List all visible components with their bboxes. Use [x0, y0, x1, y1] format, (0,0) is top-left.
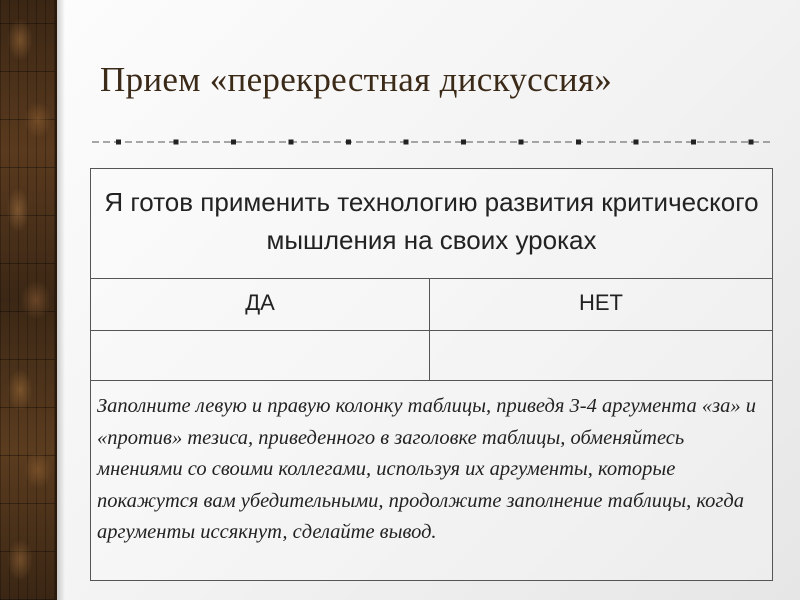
table-answer-row — [91, 331, 772, 381]
no-answer-cell — [430, 331, 772, 380]
divider-square — [691, 140, 696, 145]
table-columns-row — [91, 279, 772, 331]
instructions-text: Заполните левую и правую колонку таблицы, приведя 3-4 аргумента «за» и «против» тезиса, приведенного в заголовке таблицы, обменяйтесь мнениями со своими коллегами, используя их аргументы, которые покажутся вам убедительными, продолжите заполнение таблицы, когда аргументы иссякнут, сделайте вывод. — [97, 395, 756, 543]
yes-answer-cell — [91, 331, 430, 380]
divider-square — [749, 140, 754, 145]
divider-square — [519, 140, 524, 145]
decorative-dashed-divider — [92, 134, 772, 150]
divider-square — [231, 140, 236, 145]
divider-square — [289, 140, 294, 145]
divider-square — [634, 140, 639, 145]
no-label: НЕТ — [579, 290, 623, 315]
table-instructions-row — [91, 381, 772, 580]
no-column-header — [430, 279, 772, 330]
divider-square — [404, 140, 409, 145]
yes-label: ДА — [245, 290, 275, 315]
table-header-row — [91, 169, 772, 279]
decorative-wood-border — [0, 0, 57, 600]
divider-square — [174, 140, 179, 145]
yes-column-header — [91, 279, 430, 330]
thesis-text: Я готов применить технологию развития критического мышления на своих уроках — [104, 187, 759, 255]
divider-square — [576, 140, 581, 145]
dashed-divider-graphic — [92, 134, 772, 150]
divider-square — [346, 140, 351, 145]
divider-square — [461, 140, 466, 145]
slide-title: Прием «перекрестная дискуссия» — [100, 60, 613, 99]
border-shadow — [57, 0, 65, 600]
divider-square — [116, 140, 121, 145]
discussion-table — [90, 168, 773, 581]
